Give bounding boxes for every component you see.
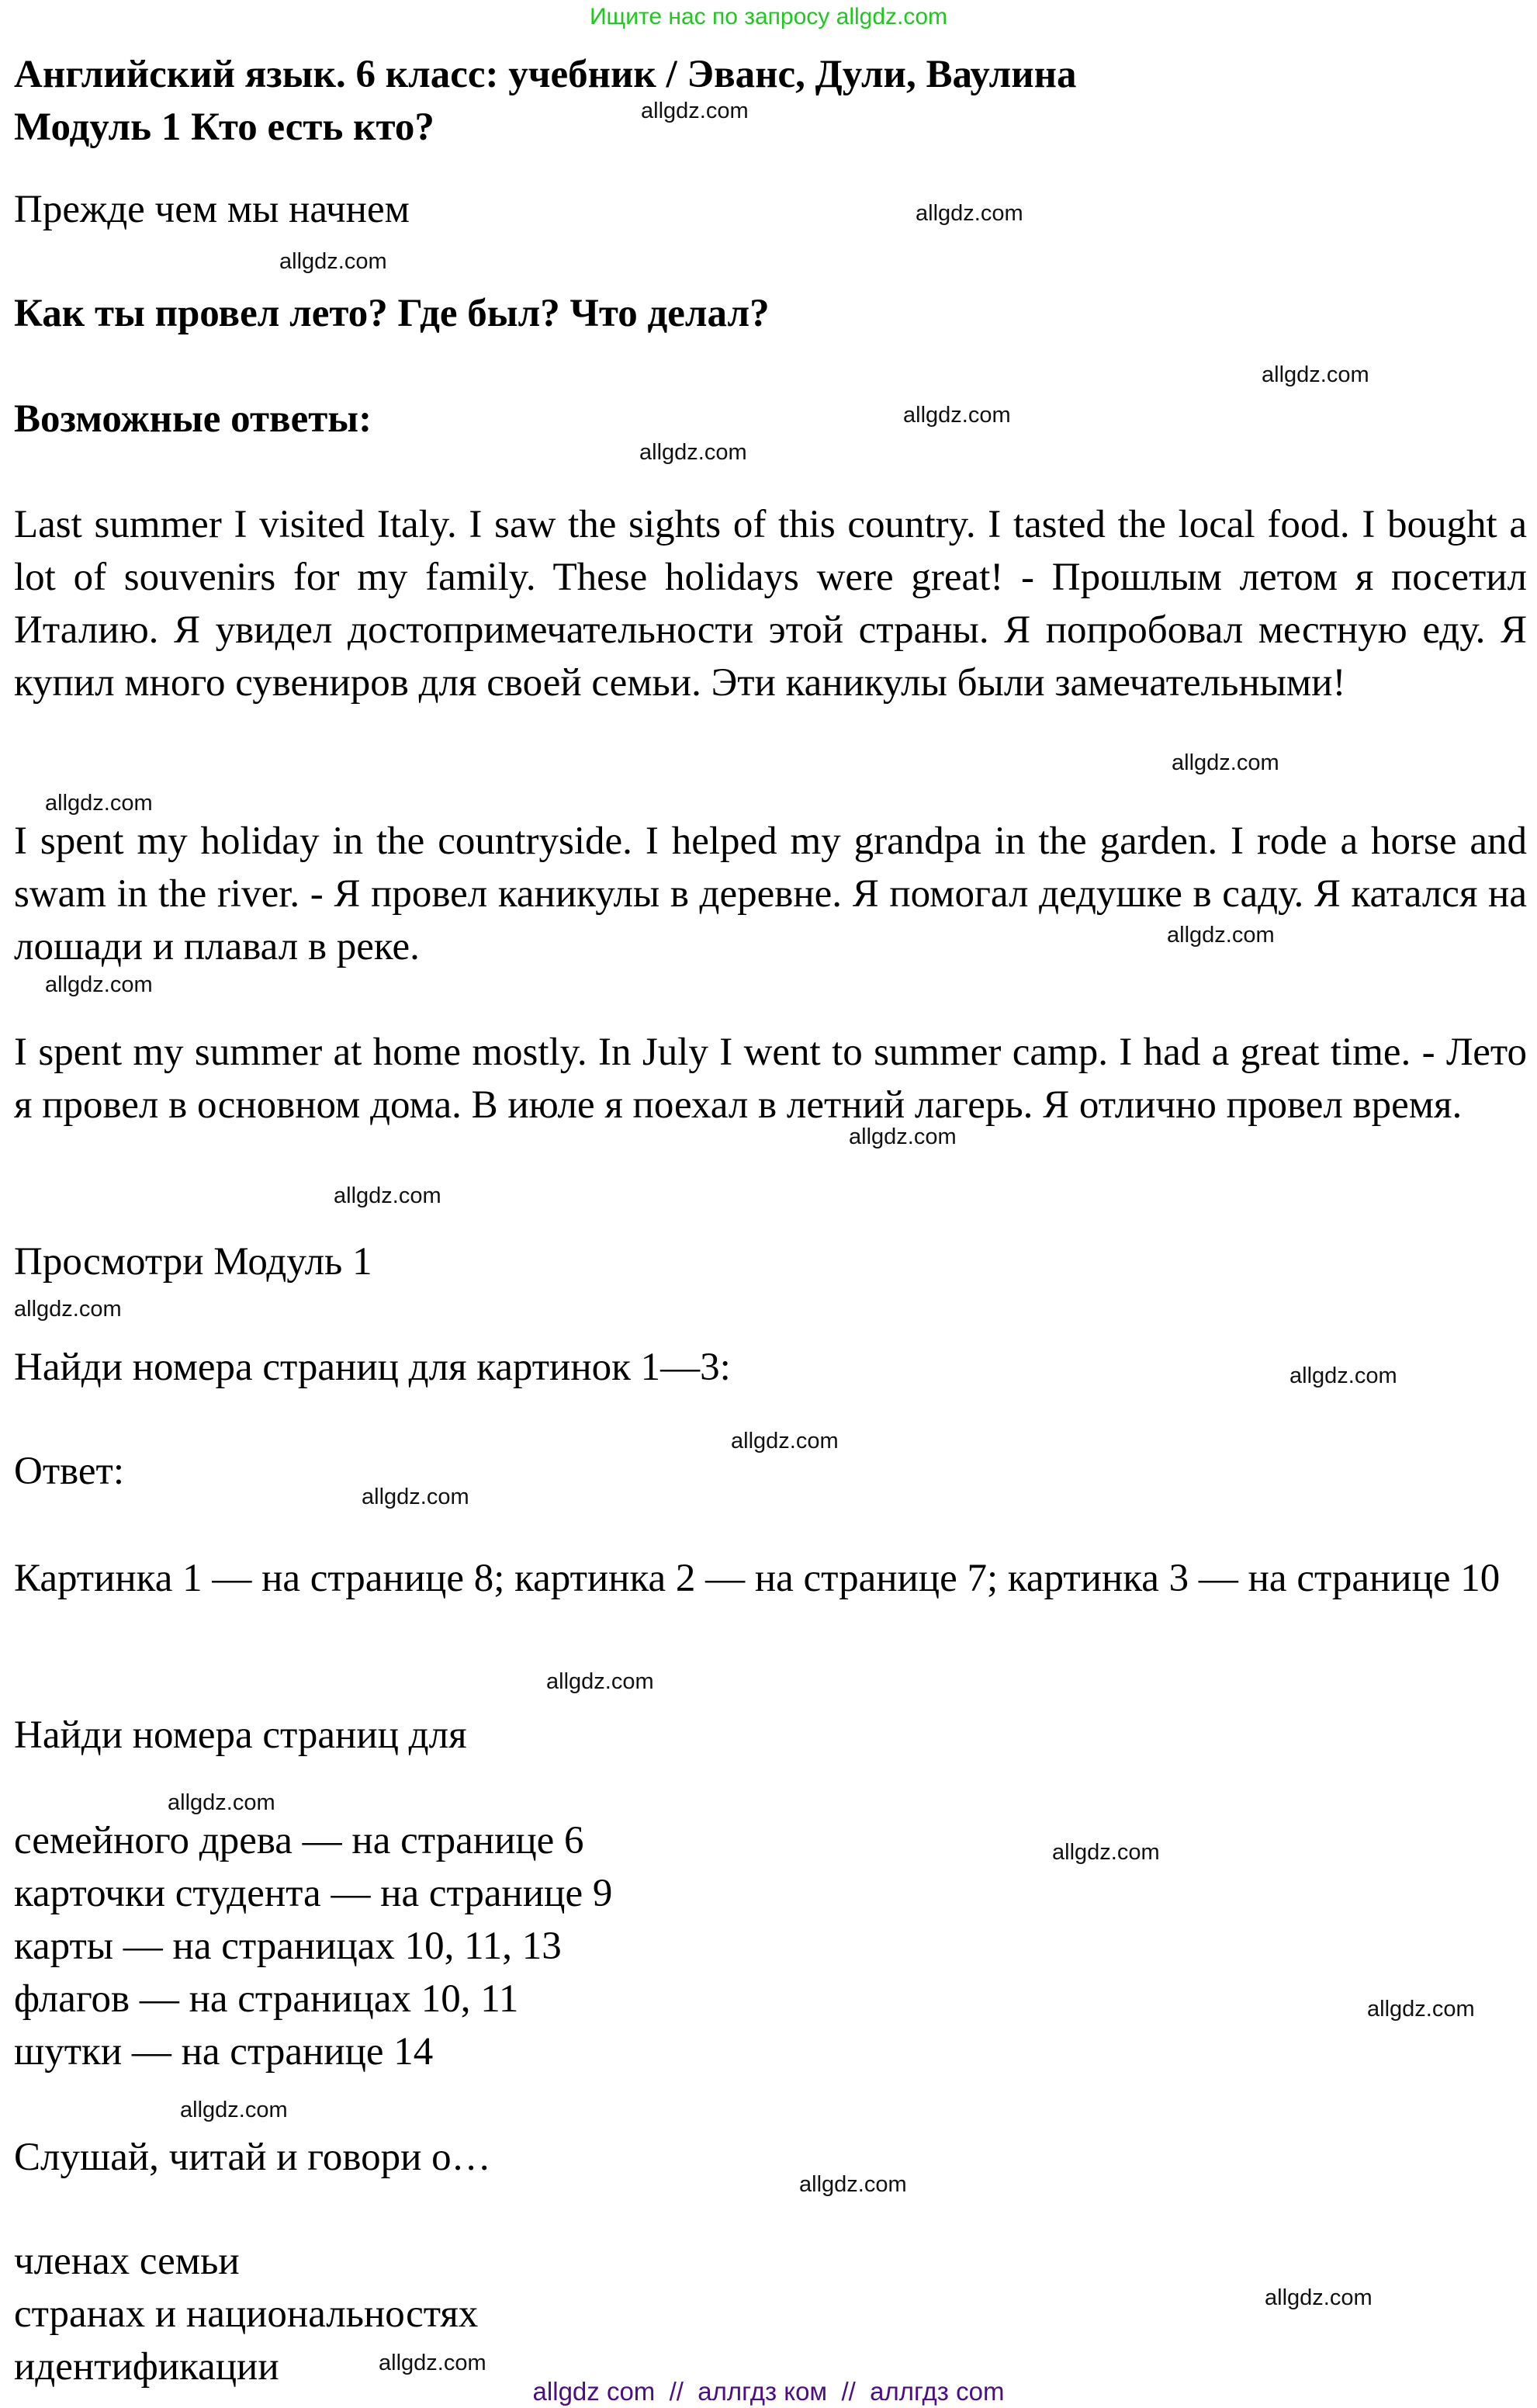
footer-watermark: allgdz com // аллгдз ком // аллгдз com xyxy=(532,2377,1005,2406)
watermark: allgdz.com xyxy=(546,1669,654,1694)
find-pages-task: Найди номера страниц для xyxy=(14,1713,467,1757)
page-item: семейного древа — на странице 6 xyxy=(14,1819,584,1862)
topic-item: членах семьи xyxy=(14,2240,240,2283)
watermark: allgdz.com xyxy=(641,99,749,123)
watermark: allgdz.com xyxy=(362,1485,469,1509)
review-module-heading: Просмотри Модуль 1 xyxy=(14,1240,372,1284)
page-title: Английский язык. 6 класс: учебник / Эванс, Дули, Ваулина xyxy=(14,53,1077,96)
find-pictures-task: Найди номера страниц для картинок 1—3: xyxy=(14,1346,731,1389)
watermark: allgdz.com xyxy=(799,2172,907,2197)
watermark: allgdz.com xyxy=(1262,362,1369,387)
watermark: allgdz.com xyxy=(1289,1363,1397,1388)
answer-label: Ответ: xyxy=(14,1450,124,1493)
watermark: allgdz.com xyxy=(1265,2285,1373,2310)
answer-paragraph-3: I spent my summer at home mostly. In July I went to summer camp. I had a great time. - Лето я провел в основном дома. В июле я поехал в летний лагерь. Я отлично провел время. xyxy=(14,1031,1527,1127)
watermark: allgdz.com xyxy=(639,440,747,465)
question-heading: Как ты провел лето? Где был? Что делал? xyxy=(14,292,770,335)
watermark: allgdz.com xyxy=(903,403,1011,428)
module-title: Модуль 1 Кто есть кто? xyxy=(14,106,434,149)
topic-item: странах и национальностях xyxy=(14,2292,479,2336)
watermark: allgdz.com xyxy=(379,2351,486,2375)
watermark: allgdz.com xyxy=(916,201,1023,226)
page-item: флагов — на страницах 10, 11 xyxy=(14,1977,519,2021)
page-item: шутки — на странице 14 xyxy=(14,2030,434,2074)
page-item: карты — на страницах 10, 11, 13 xyxy=(14,1925,562,1968)
watermark: allgdz.com xyxy=(168,1790,275,1815)
page-item: карточки студента — на странице 9 xyxy=(14,1872,613,1915)
possible-answers-label: Возможные ответы: xyxy=(14,397,372,441)
watermark: allgdz.com xyxy=(45,791,153,816)
watermark: allgdz.com xyxy=(1052,1840,1160,1865)
watermark: allgdz.com xyxy=(849,1124,957,1149)
watermark: allgdz.com xyxy=(731,1429,839,1453)
listen-read-talk-heading: Слушай, читай и говори о… xyxy=(14,2136,491,2179)
topic-item: идентификации xyxy=(14,2345,279,2389)
watermark: allgdz.com xyxy=(1172,750,1279,775)
watermark: allgdz.com xyxy=(180,2098,288,2122)
watermark: allgdz.com xyxy=(1167,923,1275,948)
top-banner: Ищите нас по запросу allgdz.com xyxy=(589,4,948,29)
watermark: allgdz.com xyxy=(1367,1997,1475,2022)
watermark: allgdz.com xyxy=(45,972,153,997)
watermark: allgdz.com xyxy=(334,1183,441,1208)
pictures-answer: Картинка 1 — на странице 8; картинка 2 — на странице 7; картинка 3 — на странице 10 xyxy=(14,1557,1501,1600)
answer-paragraph-2: I spent my holiday in the countryside. I helped my grandpa in the garden. I rode a horse and swam in the river. - Я провел каникулы в деревне. Я помогал дедушке в саду. Я катался на лошади и плавал в реке. xyxy=(14,819,1527,968)
answer-paragraph-1: Last summer I visited Italy. I saw the sights of this country. I tasted the local food. I bought a lot of souvenirs for my family. These holidays were great! - Прошлым летом я посетил Италию. Я увидел достопримечательности этой страны. Я попробовал местную еду. Я купил много сувениров для своей семьи. Эти каникулы были замечательными! xyxy=(14,503,1527,705)
watermark: allgdz.com xyxy=(279,249,387,274)
watermark: allgdz.com xyxy=(14,1297,122,1322)
before-we-start-heading: Прежде чем мы начнем xyxy=(14,188,410,231)
